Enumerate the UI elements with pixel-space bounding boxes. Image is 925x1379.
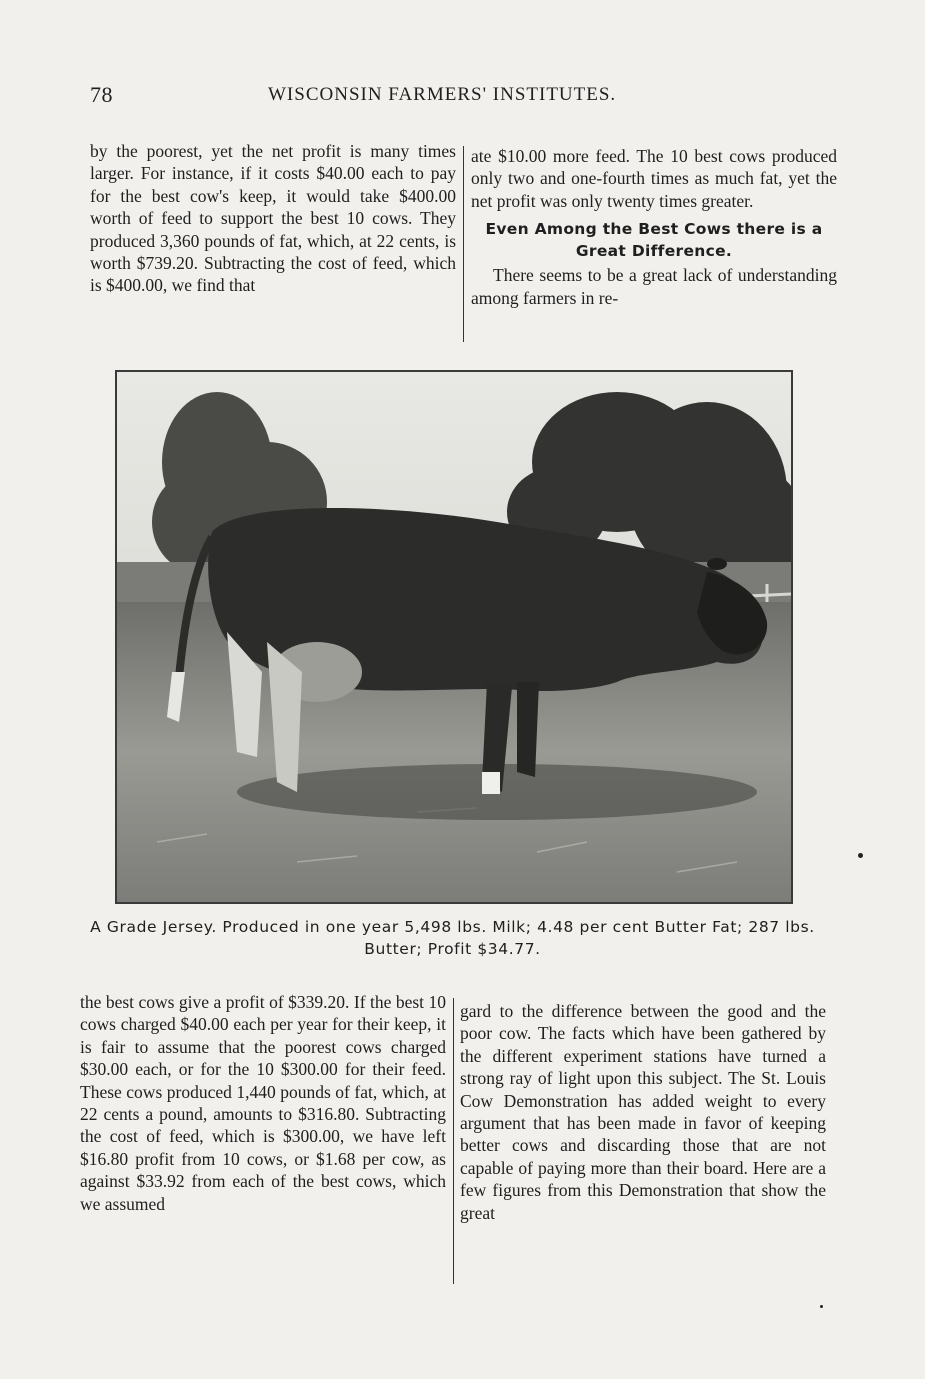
- column-divider-top: [463, 146, 464, 342]
- jersey-cow-photograph: [115, 370, 793, 904]
- section-subheading: Even Among the Best Cows there is a Great Difference.: [485, 220, 823, 261]
- top-right-paragraph-2: There seems to be a great lack of understanding among farmers in re-: [471, 265, 837, 308]
- top-left-column: [90, 140, 456, 297]
- bottom-right-column: [460, 1000, 826, 1224]
- top-right-column: [471, 145, 837, 309]
- bottom-left-paragraph: the best cows give a profit of $339.20. If the best 10 cows charged $40.00 each per year for their keep, it is fair to assume that the poorest cows charged $30.00 each, or for the 10 $300.00 for their feed. These cows produced 1,440 pounds of fat, which, at 22 cents a pound, amounts to $316.80. Subtracting the cost of feed, which is $300.00, we have left $16.80 profit from 10 cows, or $1.68 per cow, as against $33.92 from each of the best cows, which we assumed: [80, 992, 446, 1214]
- column-divider-bottom: [453, 998, 454, 1284]
- margin-mark: [858, 853, 863, 858]
- bottom-right-paragraph: gard to the difference between the good and the poor cow. The facts which have been gathered by the different experiment stations have turned a strong ray of light upon this subject. The St. Louis Cow Demonstration has added weight to every argument that has been made in favor of keeping better cows and discarding those that are not capable of paying more than their board. Here are a few figures from this Demonstration that show the great: [460, 1001, 826, 1223]
- page-number: 78: [90, 82, 113, 107]
- top-left-paragraph: by the poorest, yet the net profit is many times larger. For instance, if it costs $40.00 each to pay for the best cow's keep, it would take $400.00 worth of feed to support the best 10 cows. They produced 3,360 pounds of fat, which, at 22 cents, is worth $739.20. Subtracting the cost of feed, which is $400.00, we find that: [90, 141, 456, 296]
- figure-caption: A Grade Jersey. Produced in one year 5,498 lbs. Milk; 4.48 per cent Butter Fat; 287 lbs. Butter; Profit $34.77.: [90, 918, 815, 958]
- margin-mark-small: [820, 1305, 823, 1308]
- cow-illustration: [117, 372, 791, 902]
- running-title: WISCONSIN FARMERS' INSTITUTES.: [268, 84, 617, 105]
- bottom-left-column: [80, 991, 446, 1215]
- top-right-paragraph: ate $10.00 more feed. The 10 best cows produced only two and one-fourth times as much fat, yet the net profit was only twenty times greater.: [471, 146, 837, 211]
